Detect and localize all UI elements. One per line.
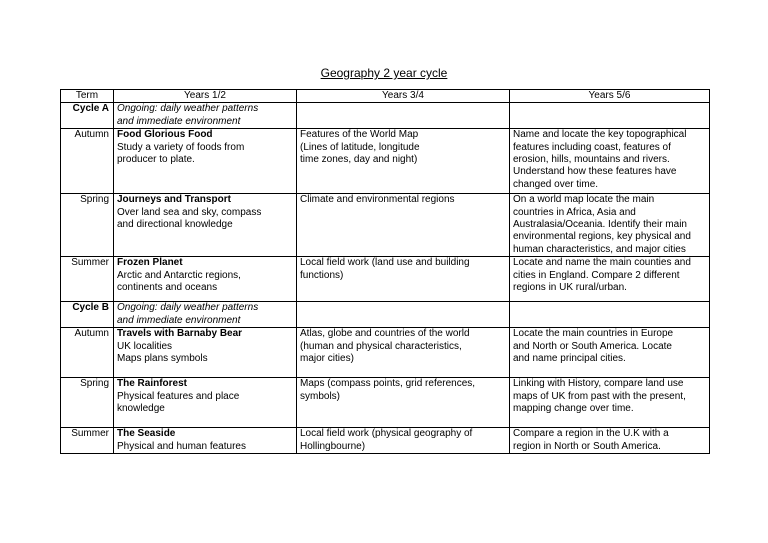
cycle-a-autumn-y56-line1: Name and locate the key topographical bbox=[513, 129, 687, 141]
cycle-b-autumn-y56-line2: and North or South America. Locate bbox=[513, 340, 672, 352]
cycle-a-summer-y56-line3: regions in UK rural/urban. bbox=[513, 282, 627, 294]
cycle-a-ongoing bbox=[114, 103, 297, 129]
header-row bbox=[61, 90, 710, 103]
cycle-a-autumn-y12 bbox=[114, 129, 297, 194]
cycle-b-autumn-y56-line3: and name principal cities. bbox=[513, 353, 626, 365]
header-years-1-2: Years 1/2 bbox=[114, 90, 297, 103]
cycle-a-spring-y12-line2: and directional knowledge bbox=[117, 219, 233, 231]
cycle-a-autumn-y34 bbox=[297, 129, 510, 194]
cycle-a-summer-y56-line1: Locate and name the main counties and bbox=[513, 257, 691, 269]
cycle-b-summer-y34-line2: Hollingbourne) bbox=[300, 440, 366, 452]
cycle-b-summer-row bbox=[61, 428, 710, 454]
cycle-b-autumn-y34 bbox=[297, 328, 510, 378]
cycle-b-summer-term: Summer bbox=[61, 428, 114, 454]
cycle-b-ongoing-line1: Ongoing: daily weather patterns bbox=[117, 302, 259, 314]
cycle-b-summer-y56-line2: region in North or South America. bbox=[513, 440, 661, 452]
header-years-5-6: Years 5/6 bbox=[510, 90, 710, 103]
cycle-a-spring-term: Spring bbox=[61, 194, 114, 257]
cycle-a-autumn-y56-line2: features including coast, features of bbox=[513, 141, 671, 153]
header-term: Term bbox=[61, 90, 114, 103]
cycle-b-autumn-y34-line3: major cities) bbox=[300, 353, 354, 365]
cycle-a-autumn-y56-line5: changed over time. bbox=[513, 178, 599, 190]
cycle-a-autumn-y34-line1: Features of the World Map bbox=[300, 129, 419, 141]
cycle-a-ongoing-row bbox=[61, 103, 710, 129]
cycle-b-spring-y56-line2: maps of UK from past with the present, bbox=[513, 390, 686, 402]
cycle-b-ongoing-y56 bbox=[510, 302, 710, 328]
cycle-a-label: Cycle A bbox=[61, 103, 114, 129]
cycle-a-summer-y34 bbox=[297, 257, 510, 302]
cycle-a-summer-row bbox=[61, 257, 710, 302]
cycle-a-autumn-topic: Food Glorious Food bbox=[117, 129, 213, 141]
cycle-b-autumn-y56 bbox=[510, 328, 710, 378]
cycle-b-autumn-y56-line1: Locate the main countries in Europe bbox=[513, 328, 674, 340]
cycle-a-spring-y56-line1: On a world map locate the main bbox=[513, 194, 655, 206]
cycle-a-spring-y56 bbox=[510, 194, 710, 257]
cycle-b-summer-y12-line1: Physical and human features bbox=[117, 440, 246, 452]
cycle-a-autumn-y56 bbox=[510, 129, 710, 194]
cycle-a-summer-topic: Frozen Planet bbox=[117, 257, 183, 269]
cycle-a-summer-y34-line2: functions) bbox=[300, 269, 344, 281]
cycle-b-spring-y12-line2: knowledge bbox=[117, 403, 165, 415]
cycle-b-spring-topic: The Rainforest bbox=[117, 378, 188, 390]
cycle-b-summer-y56 bbox=[510, 428, 710, 454]
cycle-a-autumn-y34-line2: (Lines of latitude, longitude bbox=[300, 141, 420, 153]
cycle-b-spring-y56-line3: mapping change over time. bbox=[513, 403, 634, 415]
cycle-a-autumn-y12-line2: producer to plate. bbox=[117, 154, 195, 166]
document-title: Geography 2 year cycle bbox=[320, 66, 448, 80]
cycle-a-autumn-y34-line3: time zones, day and night) bbox=[300, 154, 418, 166]
cycle-a-spring-y12 bbox=[114, 194, 297, 257]
cycle-a-summer-y12-line2: continents and oceans bbox=[117, 282, 218, 294]
cycle-a-summer-y56 bbox=[510, 257, 710, 302]
cycle-a-ongoing-line2: and immediate environment bbox=[117, 115, 241, 127]
cycle-b-summer-y56-line1: Compare a region in the U.K with a bbox=[513, 428, 669, 440]
cycle-a-spring-y56-line2: countries in Africa, Asia and bbox=[513, 206, 636, 218]
cycle-b-ongoing bbox=[114, 302, 297, 328]
cycle-a-autumn-y56-line3: erosion, hills, mountains and rivers. bbox=[513, 154, 670, 166]
cycle-b-ongoing-line2: and immediate environment bbox=[117, 314, 241, 326]
cycle-b-spring-y12-line1: Physical features and place bbox=[117, 390, 240, 402]
cycle-b-summer-y34-line1: Local field work (physical geography of bbox=[300, 428, 473, 440]
cycle-a-spring-y12-line1: Over land sea and sky, compass bbox=[117, 206, 262, 218]
cycle-a-spring-topic: Journeys and Transport bbox=[117, 194, 231, 206]
cycle-b-spring-term: Spring bbox=[61, 378, 114, 428]
cycle-a-summer-y56-line2: cities in England. Compare 2 different bbox=[513, 269, 680, 281]
cycle-a-spring-y56-line3: Australasia/Oceania. Identify their main bbox=[513, 219, 687, 231]
cycle-a-autumn-row bbox=[61, 129, 710, 194]
cycle-a-summer-y12 bbox=[114, 257, 297, 302]
cycle-a-ongoing-line1: Ongoing: daily weather patterns bbox=[117, 103, 259, 115]
cycle-b-ongoing-row bbox=[61, 302, 710, 328]
cycle-b-spring-y34 bbox=[297, 378, 510, 428]
cycle-a-spring-y34 bbox=[297, 194, 510, 257]
cycle-b-spring-y34-line1: Maps (compass points, grid references, bbox=[300, 378, 476, 390]
cycle-a-spring-row bbox=[61, 194, 710, 257]
cycle-b-summer-y12 bbox=[114, 428, 297, 454]
cycle-b-autumn-row bbox=[61, 328, 710, 378]
cycle-a-summer-y34-line1: Local field work (land use and building bbox=[300, 257, 470, 269]
cycle-b-summer-topic: The Seaside bbox=[117, 428, 176, 440]
cycle-a-spring-y56-line4: environmental regions, key physical and bbox=[513, 231, 691, 243]
cycle-b-spring-row bbox=[61, 378, 710, 428]
cycle-b-spring-y34-line2: symbols) bbox=[300, 390, 341, 402]
cycle-b-spring-y12 bbox=[114, 378, 297, 428]
cycle-b-summer-y34 bbox=[297, 428, 510, 454]
header-years-3-4: Years 3/4 bbox=[297, 90, 510, 103]
cycle-b-autumn-topic: Travels with Barnaby Bear bbox=[117, 328, 243, 340]
cycle-a-ongoing-y34 bbox=[297, 103, 510, 129]
cycle-a-autumn-term: Autumn bbox=[61, 129, 114, 194]
cycle-a-autumn-y56-line4: Understand how these features have bbox=[513, 166, 677, 178]
cycle-a-autumn-y12-line1: Study a variety of foods from bbox=[117, 141, 245, 153]
cycle-a-spring-y56-line5: human characteristics, and major cities bbox=[513, 243, 686, 255]
geography-cycle-table bbox=[60, 89, 710, 454]
cycle-b-ongoing-y34 bbox=[297, 302, 510, 328]
cycle-b-spring-y56 bbox=[510, 378, 710, 428]
cycle-b-label: Cycle B bbox=[61, 302, 114, 328]
cycle-b-autumn-y12-line1: UK localities bbox=[117, 340, 173, 352]
cycle-b-autumn-y34-line1: Atlas, globe and countries of the world bbox=[300, 328, 470, 340]
cycle-a-ongoing-y56 bbox=[510, 103, 710, 129]
cycle-a-summer-y12-line1: Arctic and Antarctic regions, bbox=[117, 269, 241, 281]
cycle-b-autumn-y12-line2: Maps plans symbols bbox=[117, 353, 208, 365]
cycle-b-autumn-term: Autumn bbox=[61, 328, 114, 378]
cycle-b-autumn-y12 bbox=[114, 328, 297, 378]
cycle-a-spring-y34-line1: Climate and environmental regions bbox=[300, 194, 455, 206]
cycle-b-spring-y56-line1: Linking with History, compare land use bbox=[513, 378, 684, 390]
cycle-b-autumn-y34-line2: (human and physical characteristics, bbox=[300, 340, 462, 352]
cycle-a-summer-term: Summer bbox=[61, 257, 114, 302]
